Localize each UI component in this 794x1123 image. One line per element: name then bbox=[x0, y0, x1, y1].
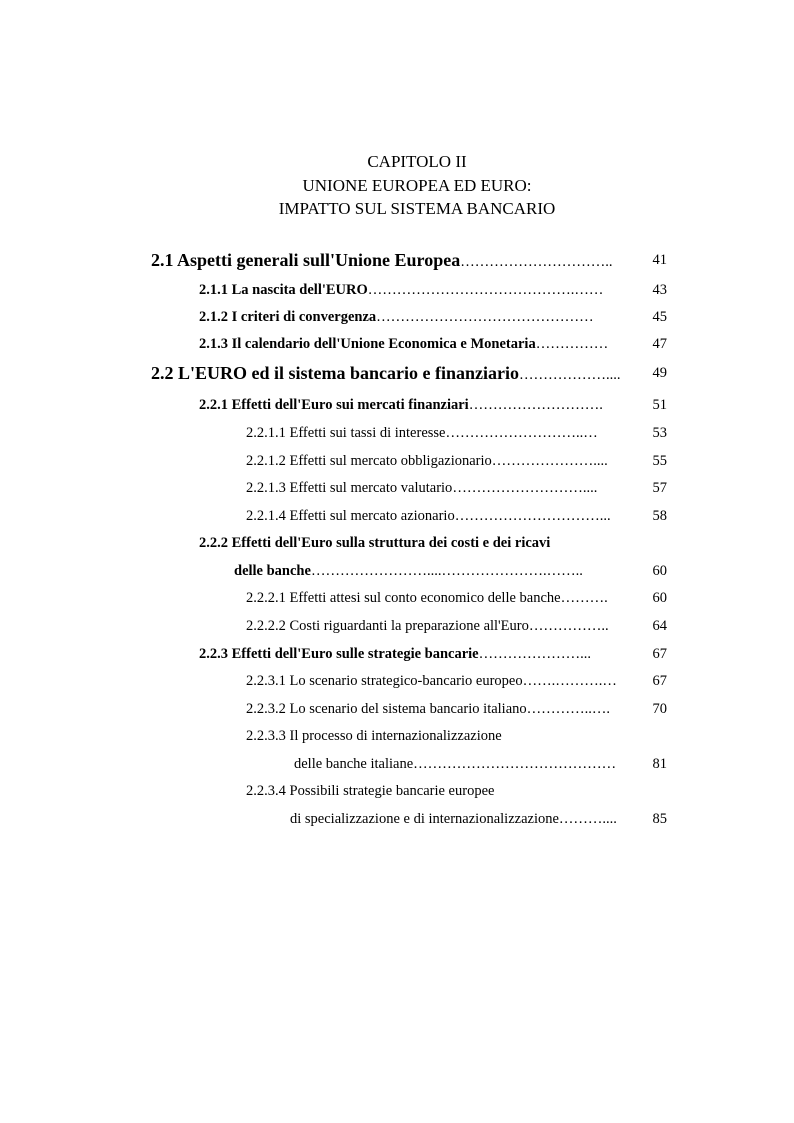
toc-entry-title: 2.1.3 Il calendario dell'Unione Economica e Monetaria bbox=[199, 336, 536, 352]
toc-entry-title: 2.2.2.1 Effetti attesi sul conto economico delle banche bbox=[246, 590, 561, 606]
chapter-number: CAPITOLO II bbox=[367, 152, 467, 171]
toc-entry-2-2-1 bbox=[199, 395, 667, 415]
toc-entry-2-2-3-3-cont bbox=[294, 754, 667, 774]
toc-entry-title: 2.2.3.2 Lo scenario del sistema bancario italiano bbox=[246, 701, 527, 717]
toc-entry-2-2-2-2 bbox=[246, 616, 667, 636]
toc-leader-dots: …………… bbox=[535, 336, 609, 352]
chapter-title-line2: IMPATTO SUL SISTEMA BANCARIO bbox=[278, 199, 556, 218]
toc-entry-title: 2.1.2 I criteri di convergenza bbox=[199, 309, 377, 325]
toc-page-number: 55 bbox=[652, 453, 667, 469]
toc-entry-2-2-3-4-cont bbox=[290, 809, 667, 829]
toc-entry-2-2-2-1 bbox=[246, 588, 667, 608]
toc-entry-title: 2.1.1 La nascita dell'EURO bbox=[199, 282, 368, 298]
toc-entry-2-2 bbox=[151, 363, 667, 385]
toc-page-number: 67 bbox=[652, 646, 667, 662]
toc-entry-2-2-3-3 bbox=[246, 726, 667, 746]
toc-entry-title: 2.2.3 Effetti dell'Euro sulle strategie bancarie bbox=[199, 646, 479, 662]
toc-page-number: 49 bbox=[652, 365, 667, 381]
toc-entry-2-2-3 bbox=[199, 644, 667, 664]
toc-leader-dots: ………………………….. bbox=[460, 254, 613, 270]
toc-page-number: 60 bbox=[652, 590, 667, 606]
toc-page-number: 64 bbox=[652, 618, 667, 634]
toc-entry-2-2-3-4 bbox=[246, 781, 667, 801]
toc-page-number: 51 bbox=[652, 397, 667, 413]
toc-entry-title: 2.2.3.3 Il processo di internazionalizzazione bbox=[246, 728, 502, 744]
toc-page-number: 85 bbox=[652, 811, 667, 827]
toc-entry-title: 2.2.2 Effetti dell'Euro sulla struttura dei costi e dei ricavi bbox=[199, 535, 551, 551]
toc-entry-2-2-3-1 bbox=[246, 671, 667, 691]
toc-entry-title: 2.2.1.1 Effetti sui tassi di interesse bbox=[246, 425, 446, 441]
toc-leader-dots: ……………….... bbox=[519, 367, 621, 383]
toc-leader-dots: …………..…. bbox=[526, 701, 611, 717]
toc-page-number: 41 bbox=[652, 252, 667, 268]
toc-entry-2-2-3-2 bbox=[246, 699, 667, 719]
toc-entry-2-1 bbox=[151, 250, 667, 272]
toc-leader-dots: ………. bbox=[560, 590, 608, 606]
toc-page-number: 58 bbox=[652, 508, 667, 524]
toc-entry-title: 2.2.1.4 Effetti sul mercato azionario bbox=[246, 508, 455, 524]
toc-entry-title: 2.2 L'EURO ed il sistema bancario e finanziario bbox=[151, 363, 519, 383]
toc-leader-dots: ………………………..… bbox=[445, 425, 598, 441]
toc-entry-2-2-1-1 bbox=[246, 423, 667, 443]
toc-leader-dots: ………………….... bbox=[491, 453, 608, 469]
toc-leader-dots: …….……….… bbox=[522, 673, 617, 689]
chapter-title-line1: UNIONE EUROPEA ED EURO: bbox=[302, 176, 532, 195]
toc-entry-2-2-1-3 bbox=[246, 478, 667, 498]
toc-entry-title: 2.2.3.1 Lo scenario strategico-bancario europeo bbox=[246, 673, 523, 689]
toc-page-number: 81 bbox=[652, 756, 667, 772]
toc-leader-dots: …………………………... bbox=[454, 508, 611, 524]
toc-leader-dots: ………………………. bbox=[468, 397, 603, 413]
toc-page-number: 70 bbox=[652, 701, 667, 717]
toc-page-number: 47 bbox=[652, 336, 667, 352]
toc-leader-dots: …………………………………….…… bbox=[367, 282, 604, 298]
toc-page-number: 67 bbox=[652, 673, 667, 689]
toc-leader-dots: ……………………....………………….…….. bbox=[310, 563, 583, 579]
toc-page-number: 43 bbox=[652, 282, 667, 298]
toc-entry-2-2-1-2 bbox=[246, 451, 667, 471]
toc-entry-2-1-1 bbox=[199, 280, 667, 300]
toc-leader-dots: ……………………….... bbox=[452, 480, 598, 496]
toc-entry-title: 2.2.2.2 Costi riguardanti la preparazione all'Euro bbox=[246, 618, 529, 634]
toc-entry-title: 2.2.3.4 Possibili strategie bancarie europee bbox=[246, 783, 495, 799]
toc-entry-title: 2.1 Aspetti generali sull'Unione Europea bbox=[151, 250, 461, 270]
toc-entry-2-2-1-4 bbox=[246, 506, 667, 526]
toc-page-number: 57 bbox=[652, 480, 667, 496]
toc-leader-dots: ……………………………………… bbox=[376, 309, 594, 325]
toc-leader-dots: …………….. bbox=[528, 618, 609, 634]
toc-entry-title: di specializzazione e di internazionalizzazione bbox=[290, 811, 559, 827]
toc-leader-dots: ……….... bbox=[558, 811, 617, 827]
toc-page-number: 60 bbox=[652, 563, 667, 579]
toc-entry-title: delle banche italiane bbox=[294, 756, 414, 772]
toc-leader-dots: …………………... bbox=[478, 646, 591, 662]
toc-page-number: 45 bbox=[652, 309, 667, 325]
toc-entry-title: 2.2.1 Effetti dell'Euro sui mercati finanziari bbox=[199, 397, 469, 413]
toc-page-number: 53 bbox=[652, 425, 667, 441]
toc-entry-2-1-2 bbox=[199, 307, 667, 327]
toc-entry-2-2-2-cont bbox=[234, 561, 667, 581]
toc-entry-2-1-3 bbox=[199, 334, 667, 354]
toc-entry-2-2-2 bbox=[199, 533, 667, 553]
toc-leader-dots: …………………………………… bbox=[413, 756, 617, 772]
toc-entry-title: delle banche bbox=[234, 563, 311, 579]
toc-entry-title: 2.2.1.2 Effetti sul mercato obbligazionario bbox=[246, 453, 492, 469]
toc-entry-title: 2.2.1.3 Effetti sul mercato valutario bbox=[246, 480, 453, 496]
